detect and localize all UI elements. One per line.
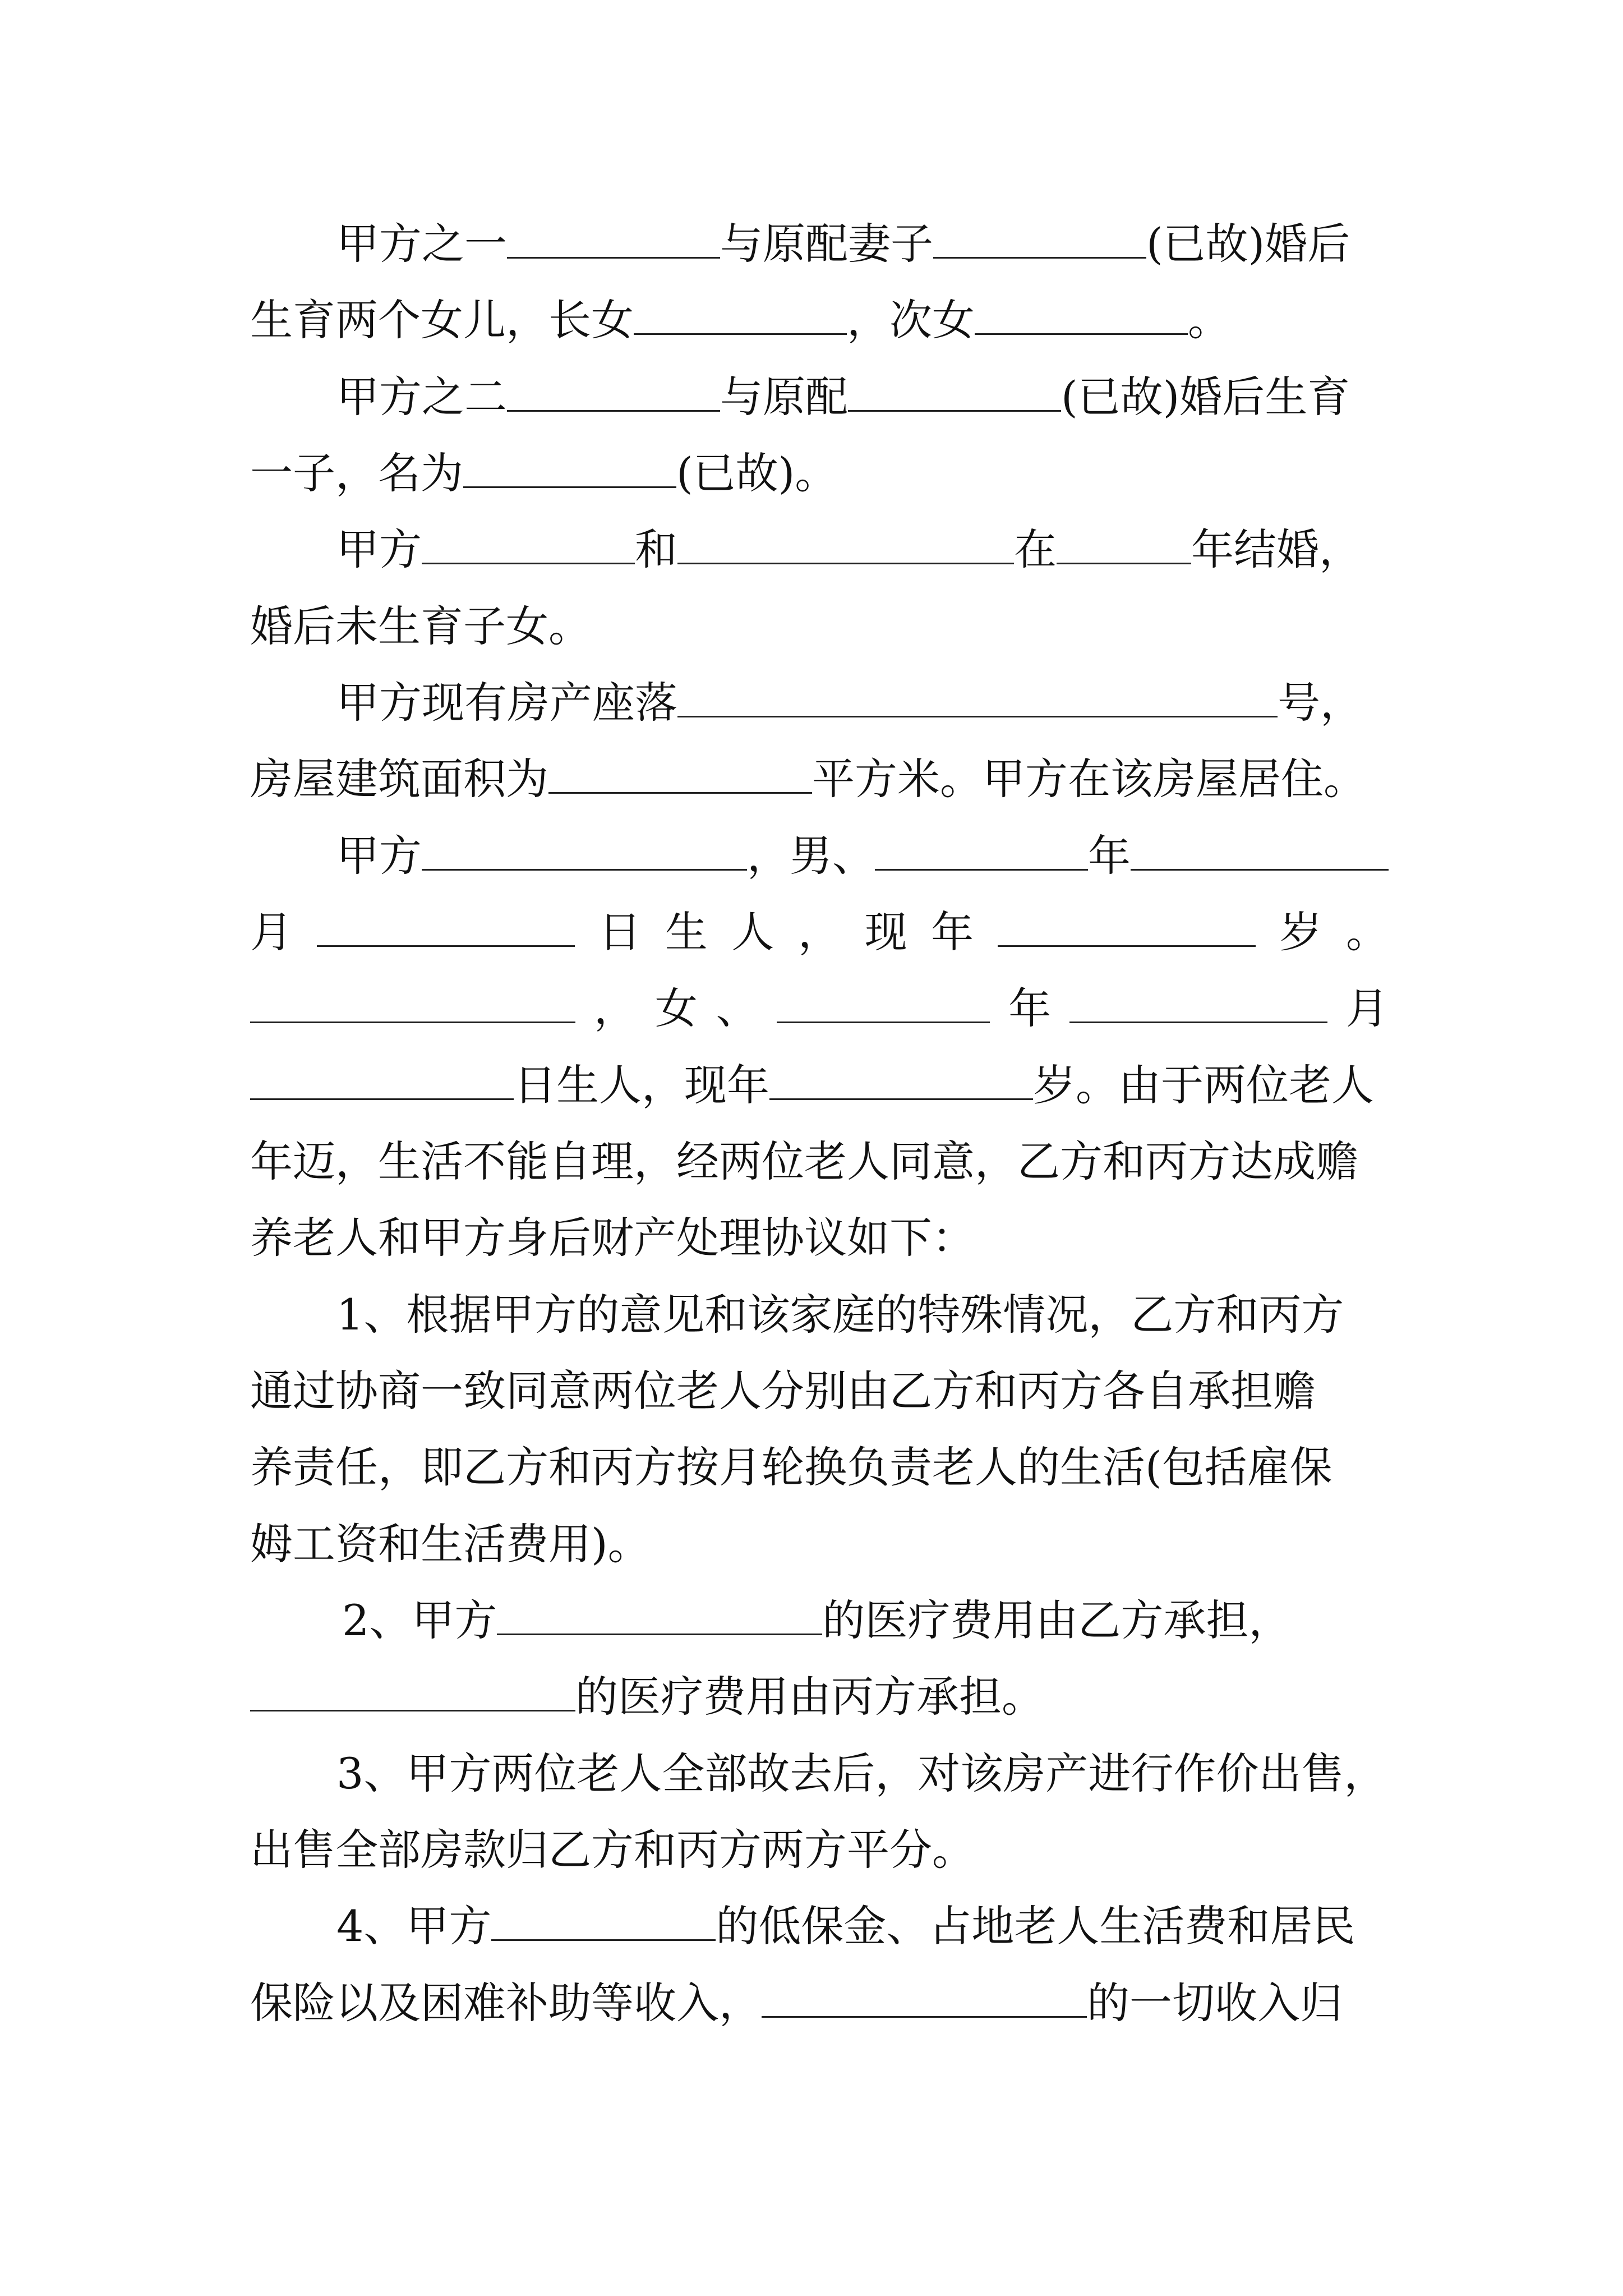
text-segment: 月 — [250, 907, 293, 957]
text-segment: 姆工资和生活费用)。 — [250, 1519, 651, 1569]
text-segment: 日生人，现年 — [514, 1060, 769, 1110]
fill-in-blank[interactable] — [1069, 982, 1327, 1023]
fill-in-blank[interactable] — [1131, 830, 1389, 871]
text-line — [250, 445, 1389, 501]
text-line — [250, 1057, 1389, 1114]
text-segment: ，男、 — [747, 831, 875, 881]
text-segment: 现 — [864, 907, 907, 957]
text-segment: 婚后未生育子女。 — [250, 601, 591, 651]
text-line — [250, 1669, 1389, 1725]
text-segment: 甲方之二 — [336, 372, 507, 422]
fill-in-blank[interactable] — [677, 677, 1278, 717]
text-segment: 。 — [1188, 295, 1230, 345]
text-segment: 人 — [731, 907, 774, 957]
text-segment: 生 — [665, 907, 708, 957]
text-line — [250, 1210, 1389, 1266]
text-segment: 、 — [716, 983, 759, 1033]
fill-in-blank[interactable] — [634, 294, 847, 335]
text-segment: 岁。由于两位老人 — [1033, 1060, 1374, 1110]
text-segment: 甲方现有房产座落 — [336, 678, 677, 728]
text-segment: 在 — [1014, 524, 1057, 574]
text-line — [250, 1363, 1389, 1419]
text-segment: 的低保金、占地老人生活费和居民 — [716, 1901, 1355, 1951]
fill-in-blank[interactable] — [250, 1059, 514, 1100]
text-segment: 岁 — [1279, 907, 1322, 957]
text-segment: 2、甲方 — [342, 1595, 497, 1645]
text-line — [336, 216, 1389, 272]
text-line — [250, 1516, 1389, 1572]
text-line — [250, 751, 1389, 807]
text-line — [250, 1822, 1389, 1878]
text-segment: 保险以及困难补助等收入， — [250, 1978, 762, 2028]
text-segment: 女 — [654, 983, 698, 1033]
text-line — [342, 1593, 1389, 1649]
text-segment: 和 — [635, 524, 677, 574]
fill-in-blank[interactable] — [422, 830, 747, 871]
text-segment: 养老人和甲方身后财产处理协议如下： — [250, 1213, 975, 1263]
fill-in-blank[interactable] — [507, 218, 720, 259]
text-line — [336, 1746, 1389, 1802]
text-line — [250, 904, 1389, 960]
text-segment: ， — [593, 983, 637, 1033]
fill-in-blank[interactable] — [998, 906, 1256, 947]
text-segment: 甲方之一 — [336, 219, 507, 269]
text-line — [336, 1898, 1389, 1954]
fill-in-blank[interactable] — [769, 1059, 1033, 1100]
fill-in-blank[interactable] — [250, 1671, 575, 1711]
text-segment: 4、甲方 — [336, 1901, 492, 1951]
text-line — [250, 1439, 1389, 1496]
fill-in-blank[interactable] — [422, 523, 635, 564]
text-segment: 。 — [1345, 907, 1389, 957]
text-segment: 年 — [1088, 831, 1131, 881]
text-segment: 号， — [1278, 678, 1363, 728]
text-segment: 房屋建筑面积为 — [250, 754, 548, 804]
text-segment: (已故)。 — [676, 448, 838, 498]
text-segment: 的一切收入归 — [1087, 1978, 1343, 2028]
fill-in-blank[interactable] — [933, 218, 1146, 259]
fill-in-blank[interactable] — [497, 1594, 822, 1635]
fill-in-blank[interactable] — [507, 371, 720, 412]
text-segment: 月 — [1345, 983, 1389, 1033]
text-segment: 平方米。甲方在该房屋居住。 — [812, 754, 1366, 804]
text-segment: ，次女 — [847, 295, 975, 345]
text-segment: 年迈，生活不能自理，经两位老人同意，乙方和丙方达成赡 — [250, 1137, 1358, 1186]
fill-in-blank[interactable] — [762, 1977, 1087, 2018]
text-line — [250, 981, 1389, 1037]
text-segment: 年 — [1008, 983, 1052, 1033]
text-line — [336, 522, 1389, 578]
text-segment: ， — [797, 907, 841, 957]
text-segment: 生育两个女儿，长女 — [250, 295, 634, 345]
text-line — [250, 1975, 1389, 2031]
text-segment: 的医疗费用由丙方承担。 — [575, 1672, 1044, 1722]
text-line — [336, 1287, 1389, 1343]
text-line — [250, 1134, 1389, 1190]
text-segment: 日 — [598, 907, 642, 957]
fill-in-blank[interactable] — [463, 447, 676, 488]
text-line — [250, 599, 1389, 655]
text-segment: 出售全部房款归乙方和丙方两方平分。 — [250, 1825, 975, 1875]
text-segment: 甲方 — [336, 524, 422, 574]
fill-in-blank[interactable] — [848, 371, 1061, 412]
fill-in-blank[interactable] — [491, 1900, 716, 1941]
fill-in-blank[interactable] — [317, 906, 575, 947]
text-segment: 3、甲方两位老人全部故去后，对该房产进行作价出售， — [336, 1749, 1387, 1798]
text-segment: 与原配妻子 — [720, 219, 933, 269]
text-segment: 甲方 — [336, 831, 422, 881]
text-line — [250, 292, 1389, 348]
fill-in-blank[interactable] — [875, 830, 1088, 871]
text-segment: 的医疗费用由乙方承担， — [822, 1595, 1292, 1645]
text-segment: 一子，名为 — [250, 448, 463, 498]
text-line — [336, 828, 1389, 884]
text-segment: 年结婚， — [1191, 524, 1362, 574]
fill-in-blank[interactable] — [777, 982, 990, 1023]
text-segment: 1、根据甲方的意见和该家庭的特殊情况，乙方和丙方 — [336, 1290, 1344, 1340]
text-line — [336, 369, 1389, 425]
text-segment: 通过协商一致同意两位老人分别由乙方和丙方各自承担赡 — [250, 1366, 1316, 1416]
text-segment: 与原配 — [720, 372, 848, 422]
text-segment: (已故)婚后 — [1146, 219, 1350, 269]
fill-in-blank[interactable] — [250, 982, 575, 1023]
text-line — [336, 675, 1389, 731]
text-segment: 年 — [931, 907, 974, 957]
fill-in-blank[interactable] — [1057, 523, 1191, 564]
text-segment: (已故)婚后生育 — [1061, 372, 1350, 422]
fill-in-blank[interactable] — [975, 294, 1188, 335]
text-segment: 养责任，即乙方和丙方按月轮换负责老人的生活(包括雇保 — [250, 1442, 1332, 1492]
fill-in-blank[interactable] — [677, 523, 1014, 564]
fill-in-blank[interactable] — [548, 753, 812, 794]
